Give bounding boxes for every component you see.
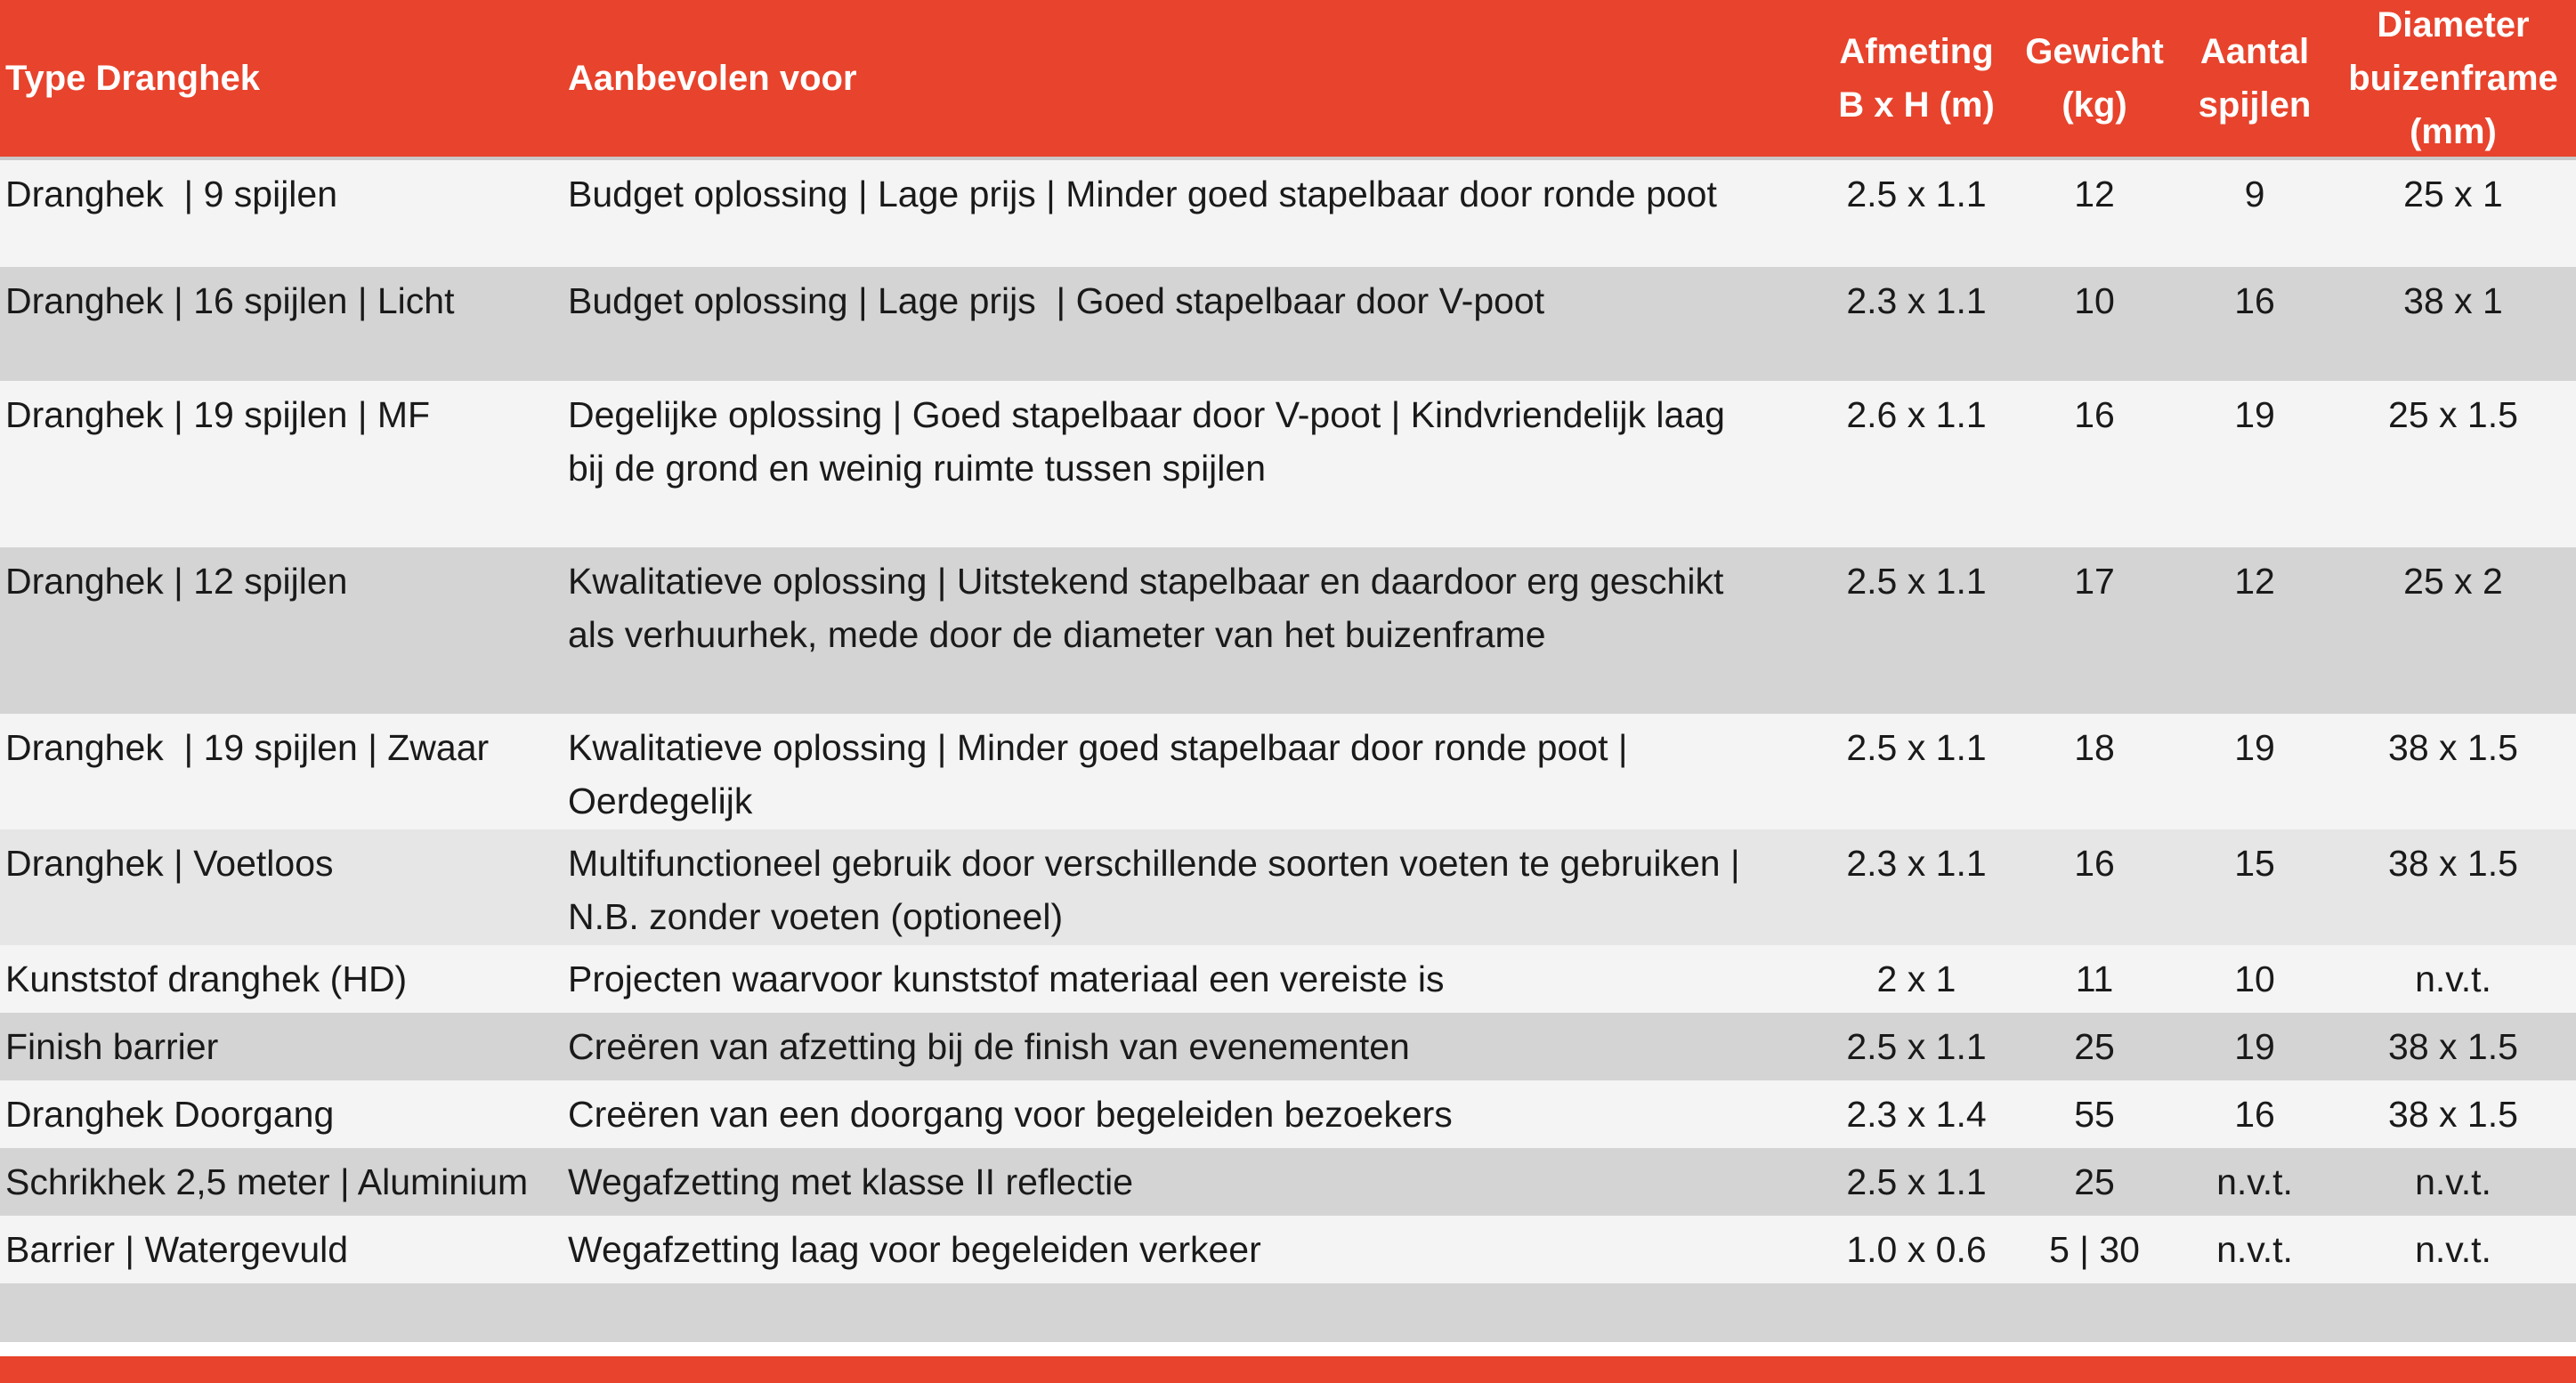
cell-type: Kunststof dranghek (HD): [5, 958, 408, 999]
header-bars: [2179, 0, 2330, 157]
table-row: [0, 1013, 2576, 1080]
header-diameter: [2330, 0, 2576, 157]
cell-bars: 10: [2234, 958, 2275, 999]
table-row: [0, 267, 2576, 381]
cell-diameter: n.v.t.: [2415, 1229, 2491, 1270]
cell-size: 1.0 x 0.6: [1846, 1229, 1987, 1270]
cell-recommended: Degelijke oplossing | Goed stapelbaar door V-poot | Kindvriendelijk laag bij de grond en weinig ruimte tussen spijlen: [568, 394, 1725, 489]
cell-bars: 9: [2244, 174, 2265, 214]
header-recommended: Aanbevolen voor: [568, 59, 857, 98]
table-row: [0, 1216, 2576, 1283]
cell-bars: 19: [2234, 1026, 2275, 1067]
cell-type: Dranghek Doorgang: [5, 1094, 335, 1135]
cell-recommended: Wegafzetting met klasse II reflectie: [568, 1161, 1134, 1202]
cell-recommended: Projecten waarvoor kunststof materiaal een vereiste is: [568, 958, 1445, 999]
cell-size: 2.5 x 1.1: [1846, 174, 1987, 214]
cell-size: 2.5 x 1.1: [1846, 1161, 1987, 1202]
cell-size: 2.3 x 1.1: [1846, 843, 1987, 884]
cell-size: 2 x 1: [1876, 958, 1956, 999]
cell-bars: 19: [2234, 727, 2275, 768]
cell-recommended: Kwalitatieve oplossing | Minder goed stapelbaar door ronde poot | Oerdegelijk: [568, 727, 1628, 821]
cell-recommended: Budget oplossing | Lage prijs | Minder goed stapelbaar door ronde poot: [568, 174, 1717, 214]
cell-bars: 19: [2234, 394, 2275, 435]
header-diameter-label: Diameter buizenframe (mm): [2348, 5, 2558, 151]
cell-recommended: Kwalitatieve oplossing | Uitstekend stapelbaar en daardoor erg geschikt als verhuurhek, mede door de diameter van het buizenframe: [568, 561, 1724, 655]
header-weight: [2010, 0, 2179, 157]
cell-diameter: 38 x 1.5: [2388, 727, 2518, 768]
table-row: [0, 160, 2576, 267]
cell-bars: 16: [2234, 1094, 2275, 1135]
cell-weight: 11: [2075, 958, 2114, 999]
cell-weight: 17: [2074, 561, 2115, 602]
cell-diameter: n.v.t.: [2415, 958, 2491, 999]
cell-recommended: Budget oplossing | Lage prijs | Goed stapelbaar door V-poot: [568, 280, 1545, 321]
cell-bars: n.v.t.: [2216, 1161, 2293, 1202]
header-size-label: Afmeting B x H (m): [1838, 32, 1995, 125]
cell-weight: 10: [2074, 280, 2115, 321]
cell-weight: 25: [2074, 1026, 2115, 1067]
table-row: [0, 1080, 2576, 1148]
cell-type: Dranghek | 19 spijlen | Zwaar: [5, 727, 490, 768]
header-size: [1823, 0, 2010, 157]
table-row: [0, 945, 2576, 1013]
cell-bars: 15: [2234, 843, 2275, 884]
cell-size: 2.5 x 1.1: [1846, 561, 1987, 602]
cell-diameter: 25 x 1: [2403, 174, 2503, 214]
cell-recommended: Creëren van afzetting bij de finish van evenementen: [568, 1026, 1410, 1067]
cell-bars: n.v.t.: [2216, 1229, 2293, 1270]
cell-type: Schrikhek 2,5 meter | Aluminium: [5, 1161, 529, 1202]
cell-size: 2.3 x 1.1: [1846, 280, 1987, 321]
cell-diameter: 25 x 1.5: [2388, 394, 2518, 435]
table-header: [0, 0, 2576, 160]
cell-size: 2.6 x 1.1: [1846, 394, 1987, 435]
cell-weight: 55: [2074, 1094, 2115, 1135]
cell-weight: 12: [2074, 174, 2115, 214]
cell-diameter: n.v.t.: [2415, 1161, 2491, 1202]
cell-weight: 5 | 30: [2049, 1229, 2140, 1270]
cell-weight: 16: [2074, 394, 2115, 435]
cell-diameter: 38 x 1.5: [2388, 1026, 2518, 1067]
cell-type: Finish barrier: [5, 1026, 219, 1067]
cell-bars: 12: [2234, 561, 2275, 602]
cell-diameter: 38 x 1.5: [2388, 843, 2518, 884]
cell-recommended: Wegafzetting laag voor begeleiden verkeer: [568, 1229, 1261, 1270]
cell-weight: 18: [2074, 727, 2115, 768]
header-type: Type Dranghek: [5, 59, 260, 98]
empty-row: [0, 1283, 2576, 1342]
cell-type: Dranghek | 9 spijlen: [5, 174, 338, 214]
header-bars-label: Aantal spijlen: [2198, 32, 2312, 125]
header-weight-label: Gewicht (kg): [2025, 32, 2164, 125]
cell-type: Dranghek | Voetloos: [5, 843, 334, 884]
cell-type: Barrier | Watergevuld: [5, 1229, 349, 1270]
table-row: [0, 829, 2576, 945]
table-row: [0, 547, 2576, 714]
cell-diameter: 38 x 1.5: [2388, 1094, 2518, 1135]
cell-type: Dranghek | 19 spijlen | MF: [5, 394, 431, 435]
cell-type: Dranghek | 12 spijlen: [5, 561, 348, 602]
cell-bars: 16: [2234, 280, 2275, 321]
cell-size: 2.5 x 1.1: [1846, 727, 1987, 768]
cell-size: 2.3 x 1.4: [1846, 1094, 1987, 1135]
cell-weight: 25: [2074, 1161, 2115, 1202]
cell-weight: 16: [2074, 843, 2115, 884]
cell-diameter: 25 x 2: [2403, 561, 2503, 602]
cell-diameter: 38 x 1: [2403, 280, 2503, 321]
cell-recommended: Multifunctioneel gebruik door verschillende soorten voeten te gebruiken | N.B. zonder voeten (optioneel): [568, 843, 1740, 937]
table-row: [0, 1148, 2576, 1216]
cell-type: Dranghek | 16 spijlen | Licht: [5, 280, 455, 321]
table-row: [0, 381, 2576, 547]
table-row: [0, 714, 2576, 829]
cell-size: 2.5 x 1.1: [1846, 1026, 1987, 1067]
footer-bar: [0, 1356, 2576, 1383]
cell-recommended: Creëren van een doorgang voor begeleiden bezoekers: [568, 1094, 1453, 1135]
